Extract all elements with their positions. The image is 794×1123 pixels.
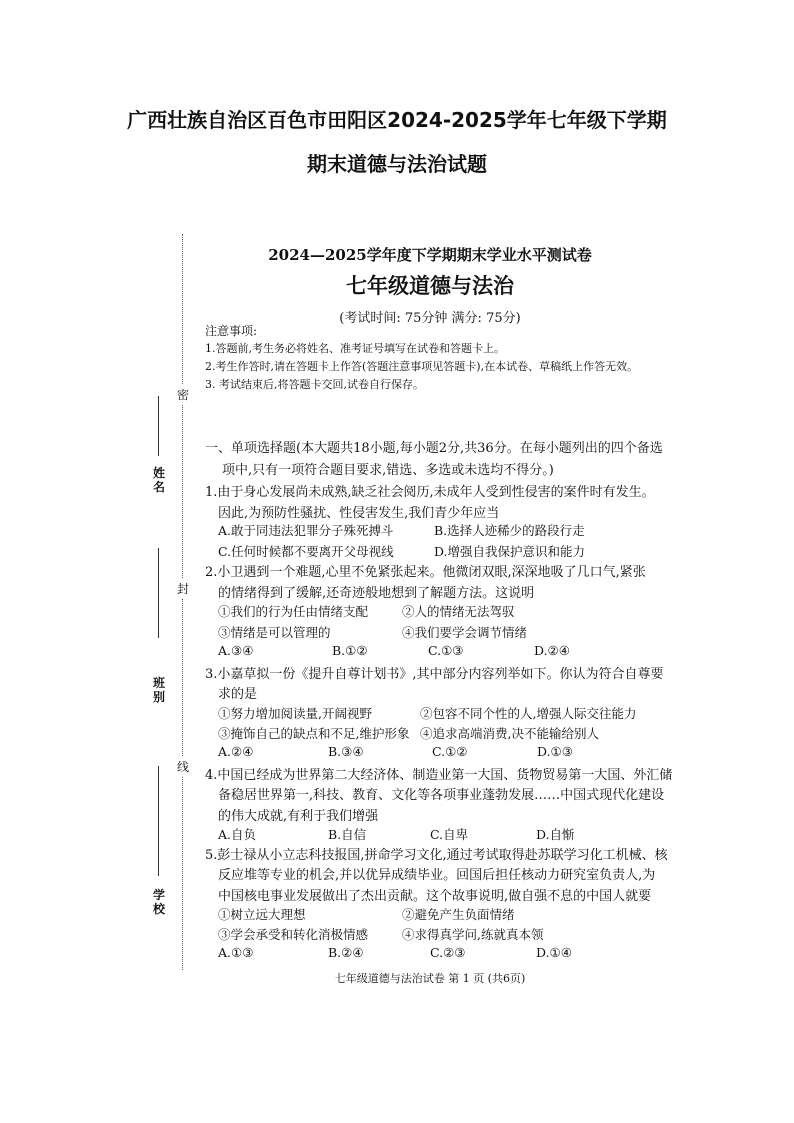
school-label: 学校 [152,888,165,916]
q2-statement-3: ③情绪是可以管理的 [218,625,331,640]
q1-stem-line2: 因此,为预防性骚扰、性侵害发生,我们青少年应当 [218,506,500,521]
q5-option-a: A.①③ [218,945,254,960]
page-title-line1: 广西壮族自治区百色市田阳区2024-2025学年七年级下学期 [127,108,667,132]
q1-option-c: C.任何时候都不要离开父母视线 [218,544,394,559]
q5-statement-1: ①树立远大理想 [218,907,306,922]
q5-option-c: C.②③ [430,945,466,960]
q1-option-d: D.增强自我保护意识和能力 [434,544,586,559]
q3-option-b: B.③④ [328,744,364,759]
q2-statement-1: ①我们的行为任由情绪支配 [218,604,369,619]
class-fill-line [158,548,159,638]
q4-option-c: C.自卑 [430,827,469,842]
seal-char-mi: 密 [176,384,190,405]
binding-line [182,234,183,970]
q3-statement-4: ④追求高端消费,决不能输给别人 [420,726,599,741]
class-label: 班别 [152,676,165,704]
q4-option-d: D.自惭 [536,827,575,842]
seal-char-xian: 线 [176,756,190,777]
q3-option-c: C.①② [432,744,468,759]
q3-option-d: D.①③ [537,744,573,759]
school-fill-line [158,766,159,876]
q2-stem-line1: 2.小卫遇到一个难题,心里不免紧张起来。他微闭双眼,深深地吸了几口气,紧张 [205,565,646,580]
q1-option-b: B.选择人迹稀少的路段行走 [434,523,585,538]
exam-time-score: (考试时间: 75分钟 满分: 75分) [339,311,521,326]
q4-stem-line3: 的伟大成就,有利于我们增强 [218,809,379,824]
q5-option-d: D.①④ [536,945,572,960]
q5-option-b: B.②④ [328,945,364,960]
q3-statement-1: ①努力增加阅读量,开阔视野 [218,706,372,721]
q2-option-b: B.①② [332,643,368,658]
q3-stem-line1: 3.小嘉草拟一份《提升自尊计划书》,其中部分内容列举如下。你认为符合自尊要 [205,667,664,682]
q1-option-a: A.敢于同违法犯罪分子殊死搏斗 [218,523,394,538]
seal-char-feng: 封 [176,578,190,599]
q4-option-b: B.自信 [328,827,367,842]
q1-stem-line1: 1.由于身心发展尚未成熟,缺乏社会阅历,未成年人受到性侵害的案件时有发生。 [205,485,655,500]
q2-option-d: D.②④ [534,643,570,658]
q2-option-a: A.③④ [218,643,254,658]
q5-statement-4: ④求得真学问,练就真本领 [402,927,544,942]
q3-statement-2: ②包容不同个性的人,增强人际交往能力 [420,706,637,721]
q5-stem-line3: 中国核电事业发展做出了杰出贡献。这个故事说明,做自强不息的中国人就要 [218,889,652,904]
q5-statement-2: ②避免产生负面情绪 [402,907,515,922]
q3-option-a: A.②④ [218,744,254,759]
q5-stem-line2: 反应堆等专业的机会,并以优异成绩毕业。回国后担任核动力研究室负责人,为 [218,868,656,883]
notice-title: 注意事项: [205,324,258,338]
page-title-line2: 期末道德与法治试题 [307,152,487,176]
exam-subject: 七年级道德与法治 [346,273,514,298]
q3-statement-3: ③掩饰自己的缺点和不足,维护形象 [218,726,410,741]
name-fill-line [158,396,159,456]
section1-heading-line1: 一、单项选择题(本大题共18小题,每小题2分,共36分。在每小题列出的四个备选 [205,441,663,456]
notice-item-3: 3. 考试结束后,将答题卡交回,试卷自行保存。 [205,378,424,391]
q4-stem-line1: 4.中国已经成为世界第二大经济体、制造业第一大国、货物贸易第一大国、外汇储 [205,768,673,783]
q4-stem-line2: 备稳居世界第一,科技、教育、文化等各项事业蓬勃发展……中国式现代化建设 [218,788,665,803]
q5-stem-line1: 5.彭士禄从小立志科技报国,拼命学习文化,通过考试取得赴苏联学习化工机械、核 [205,848,668,863]
q3-stem-line2: 求的是 [218,687,258,702]
name-label: 姓名 [152,466,165,494]
q2-statement-4: ④我们要学会调节情绪 [402,625,528,640]
section1-heading-line2: 项中,只有一项符合题目要求,错选、多选或未选均不得分。) [222,463,554,478]
q2-option-c: C.①③ [428,643,464,658]
q2-statement-2: ②人的情绪无法驾驭 [402,604,515,619]
page-footer: 七年级道德与法治试卷 第 1 页 (共6页) [334,972,526,985]
notice-item-2: 2.考生作答时,请在答题卡上作答(答题注意事项见答题卡),在本试卷、草稿纸上作答无效。 [205,360,639,373]
q4-option-a: A.自负 [218,827,257,842]
q2-stem-line2: 的情绪得到了缓解,还奇迹般地想到了解题方法。这说明 [218,586,535,601]
exam-header: 2024—2025学年度下学期期末学业水平测试卷 [268,246,592,264]
notice-item-1: 1.答题前,考生务必将姓名、准考证号填写在试卷和答题卡上。 [205,342,505,355]
q5-statement-3: ③学会承受和转化消极情感 [218,927,369,942]
